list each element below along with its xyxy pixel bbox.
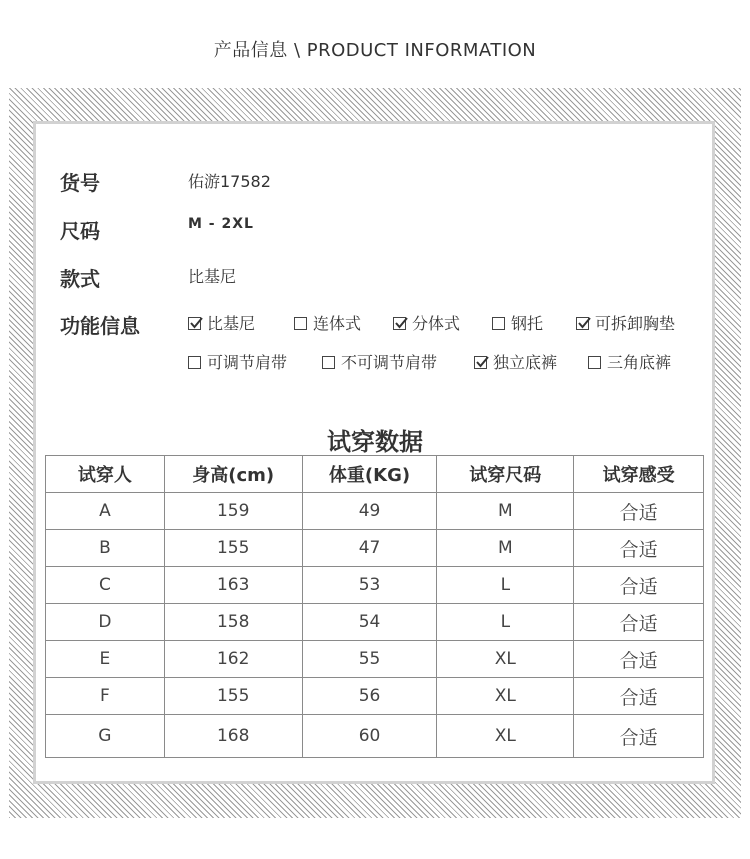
- cell-feel: 合适: [574, 678, 704, 715]
- cell-size: XL: [437, 641, 574, 678]
- page-header: 产品信息 \ PRODUCT INFORMATION: [213, 40, 537, 61]
- unchecked-box-icon: [294, 317, 307, 330]
- cell-size: L: [437, 604, 574, 641]
- fit-data-title: 试穿数据: [327, 428, 423, 456]
- option-underwire: [492, 311, 543, 334]
- table-row: [46, 493, 704, 530]
- table-row: [46, 530, 704, 567]
- cell-weight: 53: [302, 567, 437, 604]
- unchecked-box-icon: [588, 356, 601, 369]
- option-fixed-strap: [322, 350, 437, 373]
- code-value: 佑游17582: [188, 172, 271, 191]
- cell-height: 162: [164, 641, 302, 678]
- fit-data-table: [45, 455, 704, 758]
- checked-box-icon: [576, 317, 589, 330]
- option-label: 可调节肩带: [207, 353, 288, 372]
- table-row: [46, 604, 704, 641]
- cell-feel: 合适: [574, 604, 704, 641]
- style-value: 比基尼: [188, 267, 237, 286]
- unchecked-box-icon: [188, 356, 201, 369]
- cell-tester: D: [46, 604, 165, 641]
- cell-tester: C: [46, 567, 165, 604]
- style-label: 款式: [60, 267, 100, 291]
- cell-tester: B: [46, 530, 165, 567]
- checked-box-icon: [188, 317, 201, 330]
- table-row: [46, 567, 704, 604]
- option-removable-pad: [576, 311, 675, 334]
- option-label: 比基尼: [207, 314, 256, 333]
- cell-tester: E: [46, 641, 165, 678]
- cell-height: 168: [164, 715, 302, 758]
- header-height: 身高(cm): [164, 456, 302, 493]
- option-label: 钢托: [511, 314, 544, 333]
- cell-size: L: [437, 567, 574, 604]
- cell-feel: 合适: [574, 567, 704, 604]
- cell-tester: F: [46, 678, 165, 715]
- cell-size: XL: [437, 678, 574, 715]
- header-feel: 试穿感受: [574, 456, 704, 493]
- cell-size: XL: [437, 715, 574, 758]
- table-row: [46, 678, 704, 715]
- cell-feel: 合适: [574, 641, 704, 678]
- option-label: 可拆卸胸垫: [595, 314, 676, 333]
- cell-height: 158: [164, 604, 302, 641]
- cell-weight: 47: [302, 530, 437, 567]
- table-row: [46, 641, 704, 678]
- option-label: 分体式: [412, 314, 461, 333]
- header-tester: 试穿人: [46, 456, 165, 493]
- cell-weight: 55: [302, 641, 437, 678]
- cell-feel: 合适: [574, 530, 704, 567]
- size-value: M - 2XL: [188, 216, 254, 232]
- option-label: 独立底裤: [493, 353, 558, 372]
- option-two-piece: [393, 311, 460, 334]
- cell-height: 155: [164, 678, 302, 715]
- cell-height: 163: [164, 567, 302, 604]
- table-row: [46, 715, 704, 758]
- cell-feel: 合适: [574, 493, 704, 530]
- option-one-piece: [294, 311, 361, 334]
- cell-size: M: [437, 493, 574, 530]
- function-label: 功能信息: [60, 314, 140, 338]
- checked-box-icon: [474, 356, 487, 369]
- cell-tester: A: [46, 493, 165, 530]
- size-label: 尺码: [60, 219, 100, 243]
- cell-weight: 49: [302, 493, 437, 530]
- cell-weight: 56: [302, 678, 437, 715]
- option-label: 连体式: [313, 314, 362, 333]
- cell-weight: 54: [302, 604, 437, 641]
- unchecked-box-icon: [492, 317, 505, 330]
- cell-size: M: [437, 530, 574, 567]
- option-label: 三角底裤: [607, 353, 672, 372]
- checked-box-icon: [393, 317, 406, 330]
- cell-tester: G: [46, 715, 165, 758]
- cell-height: 159: [164, 493, 302, 530]
- table-header-row: [46, 456, 704, 493]
- cell-weight: 60: [302, 715, 437, 758]
- header-weight: 体重(KG): [302, 456, 437, 493]
- cell-feel: 合适: [574, 715, 704, 758]
- cell-height: 155: [164, 530, 302, 567]
- option-adjustable-strap: [188, 350, 287, 373]
- option-bikini: [188, 311, 255, 334]
- unchecked-box-icon: [322, 356, 335, 369]
- option-label: 不可调节肩带: [341, 353, 438, 372]
- code-label: 货号: [60, 171, 100, 195]
- option-triangle-bottom: [588, 350, 671, 373]
- header-size: 试穿尺码: [437, 456, 574, 493]
- option-separate-bottom: [474, 350, 557, 373]
